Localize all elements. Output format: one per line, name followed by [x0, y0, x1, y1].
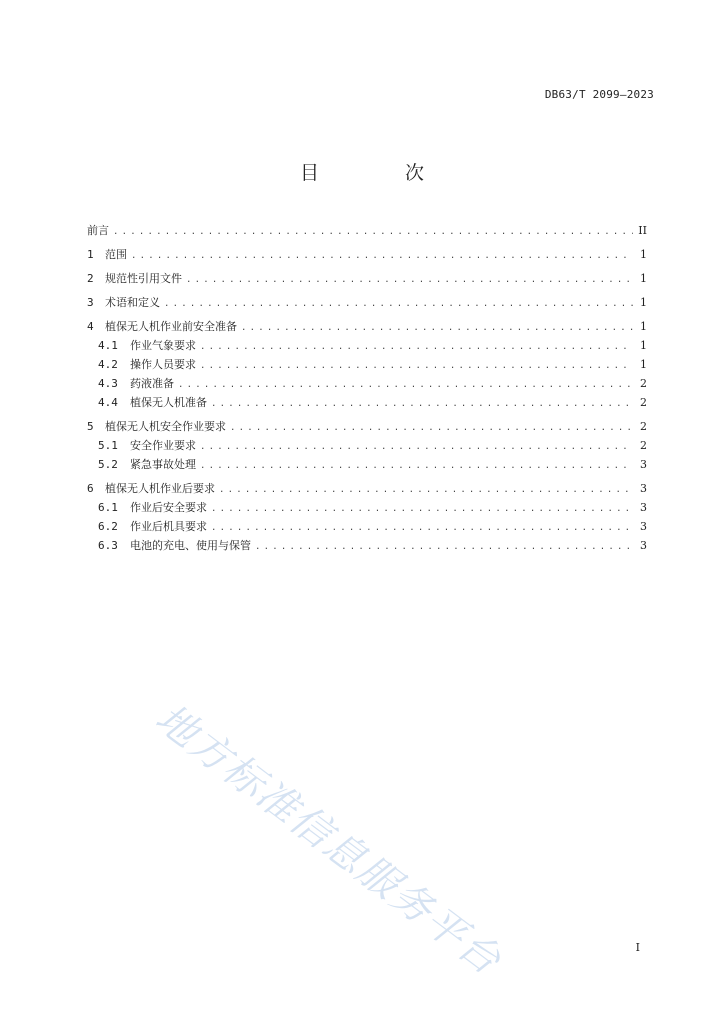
- dot-leader: [186, 271, 633, 290]
- toc-entry-4-4[interactable]: [87, 393, 647, 412]
- dot-leader: [200, 357, 633, 376]
- toc-entry-number: 5.1: [98, 439, 118, 452]
- toc-entry-number: 4.4: [98, 396, 118, 409]
- page-number: I: [635, 941, 640, 954]
- toc-entry-page: 3: [640, 458, 647, 471]
- toc-entry-label: 安全作业要求: [130, 439, 196, 452]
- toc-entry-page: 1: [640, 339, 647, 352]
- toc-entry-page: 2: [640, 420, 647, 433]
- toc-entry-number: 4.3: [98, 377, 118, 390]
- toc-entry-page: II: [638, 224, 647, 237]
- toc-entry-number: 4.1: [98, 339, 118, 352]
- toc-entry-number: 4: [87, 320, 94, 333]
- toc-entry-label: 植保无人机作业后要求: [105, 482, 215, 495]
- toc-entry-label: 药液准备: [130, 377, 174, 390]
- toc-entry-label: 电池的充电、使用与保管: [130, 539, 251, 552]
- toc-entry-4[interactable]: [87, 317, 647, 336]
- toc-entry-number: 6.3: [98, 539, 118, 552]
- dot-leader: [164, 295, 633, 314]
- toc-entry-page: 3: [640, 539, 647, 552]
- toc-entry-page: 3: [640, 482, 647, 495]
- dot-leader: [211, 395, 633, 414]
- toc-entry-number: 6.2: [98, 520, 118, 533]
- toc-entry-label: 紧急事故处理: [130, 458, 196, 471]
- toc-entry-page: 1: [640, 320, 647, 333]
- toc-entry-label: 前言: [87, 224, 109, 237]
- toc-title: 目 次: [299, 162, 465, 184]
- toc-entry-number: 2: [87, 272, 94, 285]
- toc-entry-5[interactable]: [87, 417, 647, 436]
- toc-entry-label: 植保无人机安全作业要求: [105, 420, 226, 433]
- toc-entry-4-3[interactable]: [87, 374, 647, 393]
- toc-entry-page: 2: [640, 377, 647, 390]
- table-of-contents: [87, 221, 647, 555]
- toc-entry-page: 3: [640, 520, 647, 533]
- watermark: 地方标准信息服务平台: [146, 695, 511, 985]
- toc-entry-page: 2: [640, 439, 647, 452]
- toc-entry-number: 5.2: [98, 458, 118, 471]
- toc-entry-page: 1: [640, 296, 647, 309]
- toc-entry-2[interactable]: [87, 269, 647, 288]
- dot-leader: [178, 376, 633, 395]
- dot-leader: [241, 319, 633, 338]
- document-code: DB63/T 2099—2023: [544, 88, 654, 101]
- toc-entry-foreword[interactable]: [87, 221, 647, 240]
- dot-leader: [131, 247, 633, 266]
- toc-entry-label: 植保无人机准备: [130, 396, 207, 409]
- toc-entry-number: 3: [87, 296, 94, 309]
- toc-entry-label: 植保无人机作业前安全准备: [105, 320, 237, 333]
- toc-entry-label: 作业后安全要求: [130, 501, 207, 514]
- toc-entry-label: 操作人员要求: [130, 358, 196, 371]
- toc-entry-5-2[interactable]: [87, 455, 647, 474]
- toc-entry-label: 术语和定义: [105, 296, 160, 309]
- toc-entry-6[interactable]: [87, 479, 647, 498]
- toc-entry-3[interactable]: [87, 293, 647, 312]
- toc-entry-number: 5: [87, 420, 94, 433]
- toc-entry-label: 作业气象要求: [130, 339, 196, 352]
- toc-entry-number: 6.1: [98, 501, 118, 514]
- dot-leader: [200, 438, 633, 457]
- toc-entry-4-2[interactable]: [87, 355, 647, 374]
- toc-entry-number: 4.2: [98, 358, 118, 371]
- toc-entry-page: 2: [640, 396, 647, 409]
- dot-leader: [255, 538, 633, 557]
- toc-entry-page: 1: [640, 358, 647, 371]
- toc-entry-number: 1: [87, 248, 94, 261]
- toc-entry-4-1[interactable]: [87, 336, 647, 355]
- toc-entry-number: 6: [87, 482, 94, 495]
- dot-leader: [211, 500, 633, 519]
- dot-leader: [113, 223, 633, 242]
- toc-entry-page: 1: [640, 272, 647, 285]
- dot-leader: [200, 338, 633, 357]
- toc-entry-label: 作业后机具要求: [130, 520, 207, 533]
- toc-entry-label: 范围: [105, 248, 127, 261]
- dot-leader: [200, 457, 633, 476]
- toc-entry-page: 3: [640, 501, 647, 514]
- toc-entry-label: 规范性引用文件: [105, 272, 182, 285]
- dot-leader: [211, 519, 633, 538]
- toc-entry-6-2[interactable]: [87, 517, 647, 536]
- dot-leader: [230, 419, 633, 438]
- toc-entry-6-1[interactable]: [87, 498, 647, 517]
- toc-entry-page: 1: [640, 248, 647, 261]
- toc-entry-1[interactable]: [87, 245, 647, 264]
- dot-leader: [219, 481, 633, 500]
- toc-entry-5-1[interactable]: [87, 436, 647, 455]
- toc-entry-6-3[interactable]: [87, 536, 647, 555]
